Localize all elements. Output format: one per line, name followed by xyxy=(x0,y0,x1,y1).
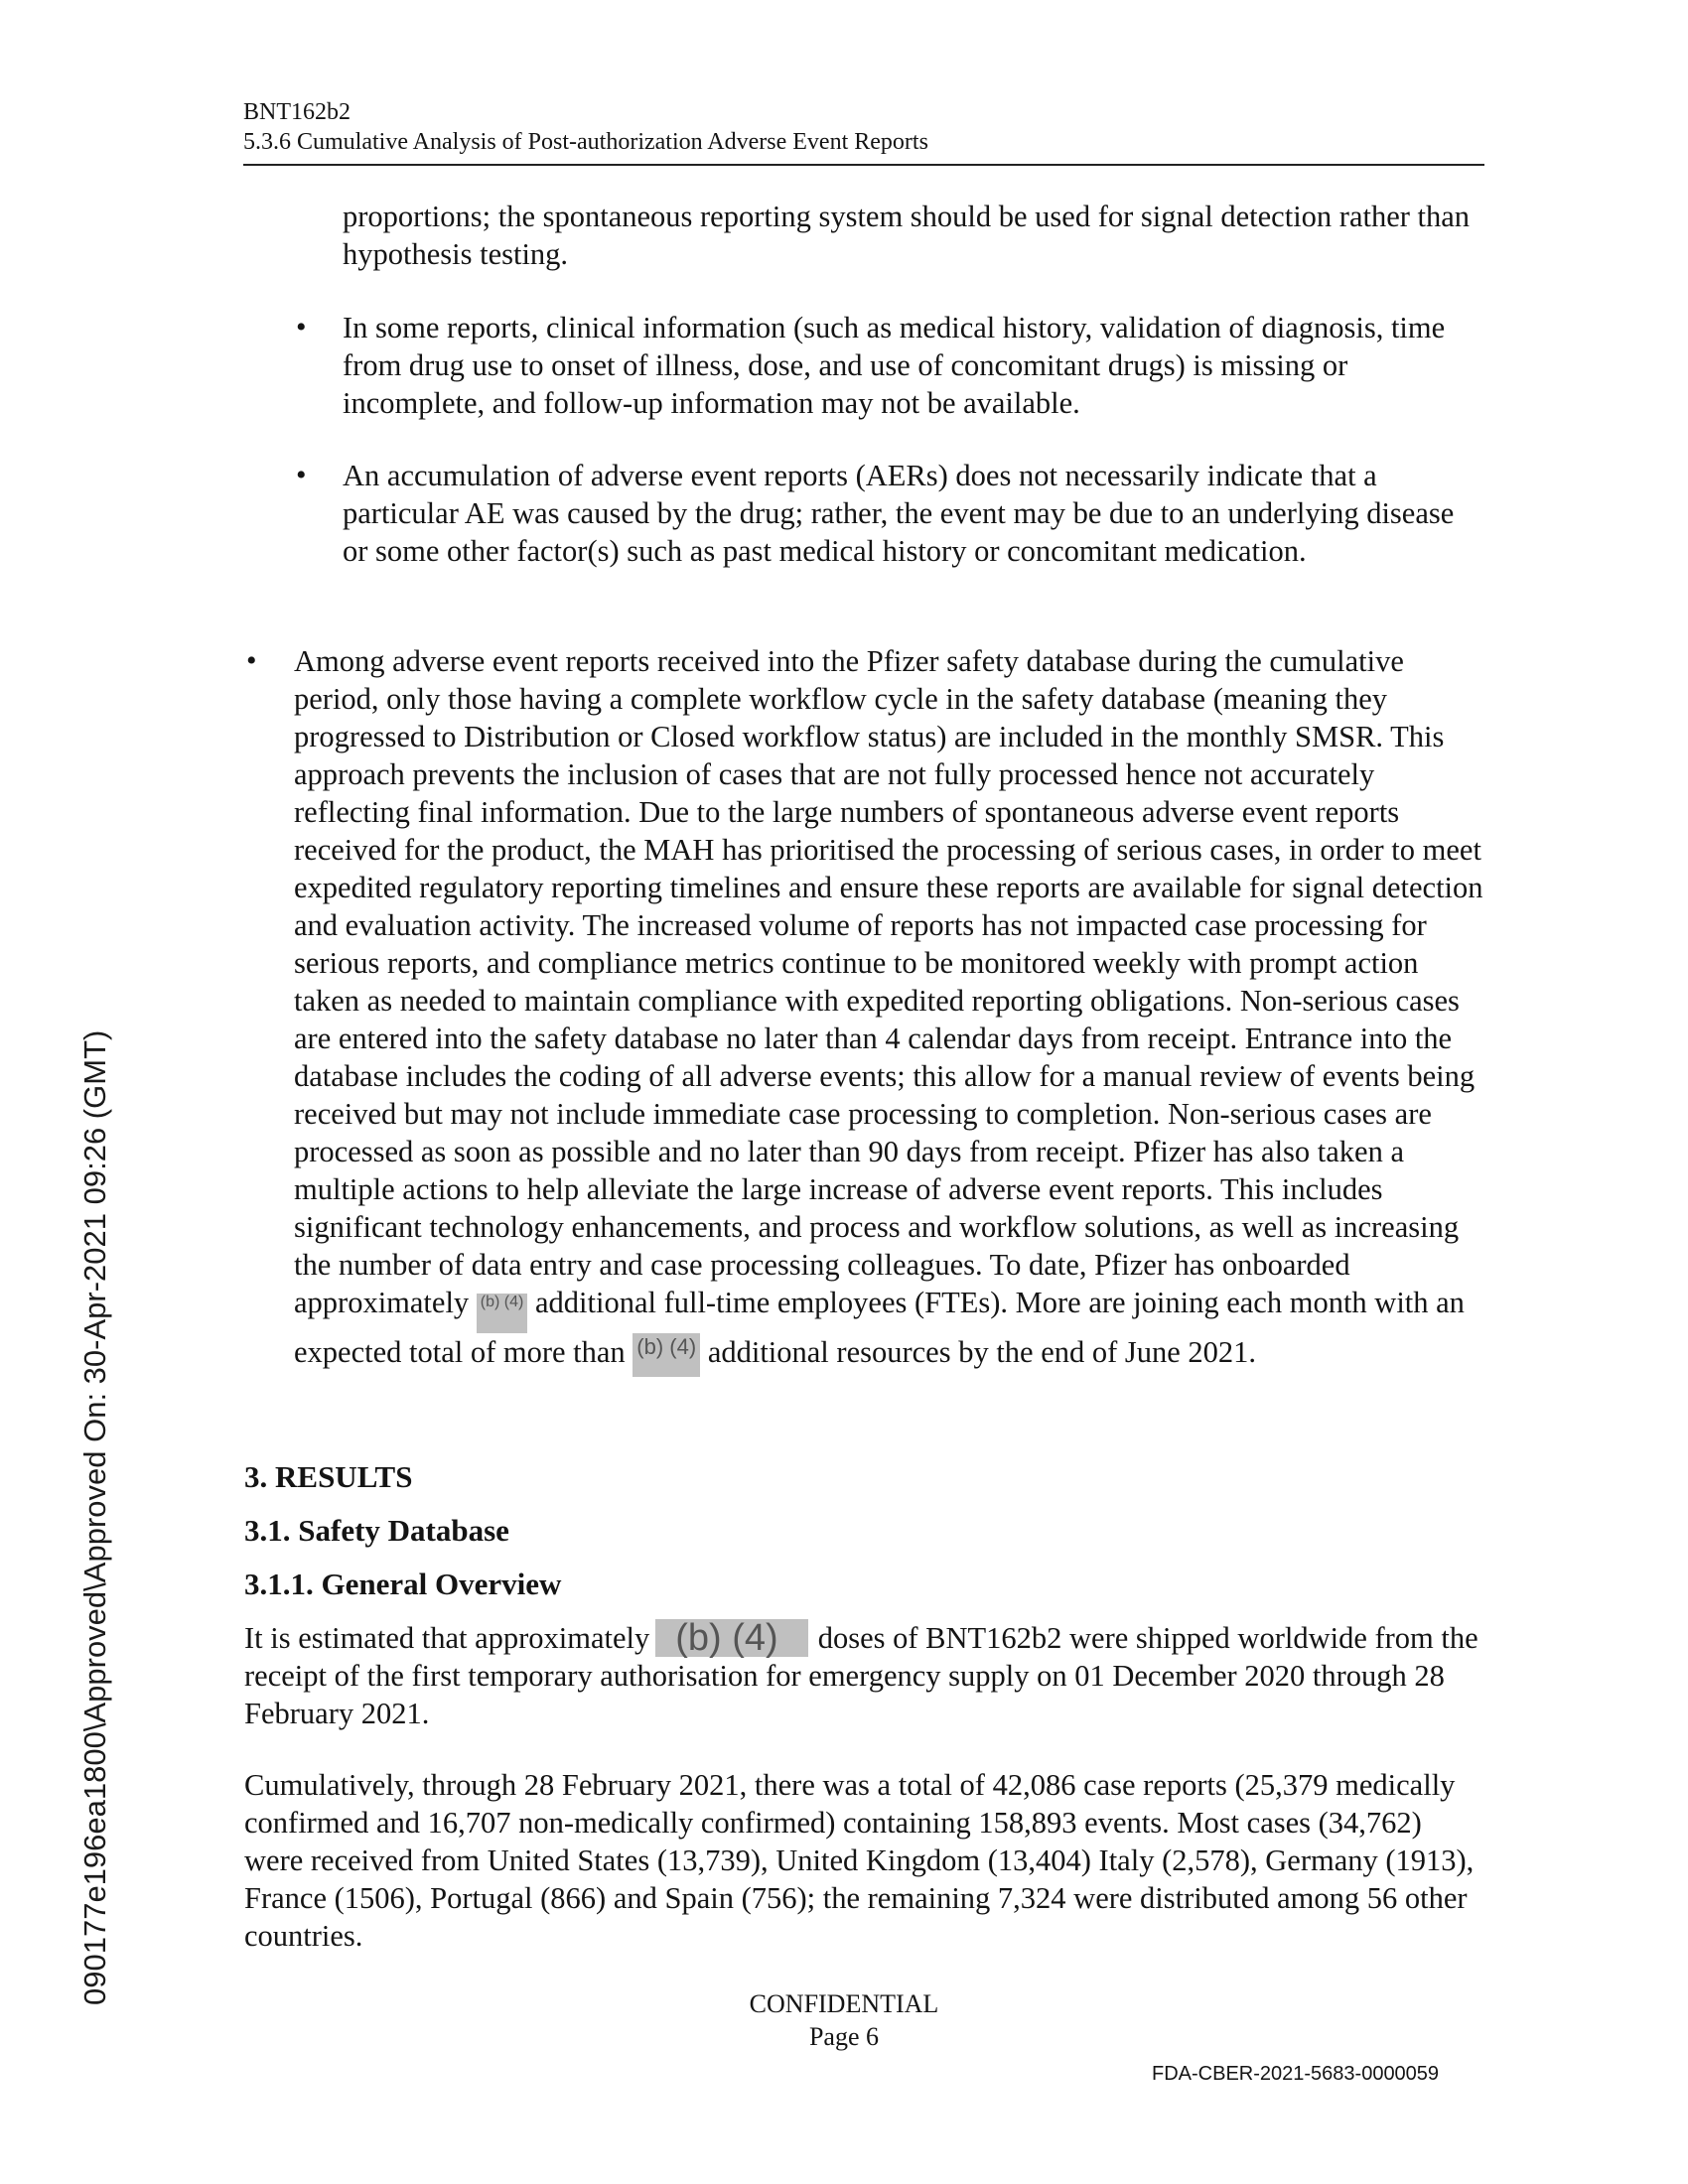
redaction-box: (b) (4) xyxy=(655,1619,807,1657)
header-section: 5.3.6 Cumulative Analysis of Post-authorization Adverse Event Reports xyxy=(243,129,928,155)
overview-doses-paragraph xyxy=(244,1619,1487,1732)
page-number: Page 6 xyxy=(808,2022,880,2051)
sub-bullet-aer-accumulation: An accumulation of adverse event reports (AERs) does not necessarily indicate that a particular AE was caused by the drug; rather, the event may be due to an underlying disease or some other factor(s) such as past medical history or concomitant medication. xyxy=(343,459,1455,568)
section-heading-safety-database: 3.1. Safety Database xyxy=(244,1513,509,1548)
overview-case-counts-paragraph: Cumulatively, through 28 February 2021, there was a total of 42,086 case reports (25,379 medically confirmed and 16,707 non-medically confirmed) containing 158,893 events. Most cases (34,762) were received from United States (13,739), United Kingdom (13,404) Italy (2,578), Germany (1913), France (1506), Portugal (866) and Spain (756); the remaining 7,324 were distributed among 56 other countries. xyxy=(244,1768,1475,1953)
workflow-text-a: Among adverse event reports received into the Pfizer safety database during the cumulative period, only those having a complete workflow cycle in the safety database (meaning they progressed to Distribution or Closed workflow status) are included in the monthly SMSR. This approach prevents the inclusion of cases that are not fully processed hence not accurately reflecting final information. Due to the large numbers of spontaneous adverse event reports received for the product, the MAH has prioritised the processing of serious cases, in order to meet expedited regulatory reporting timelines and ensure these reports are available for signal detection and evaluation activity. The increased volume of reports has not impacted case processing for serious reports, and compliance metrics continue to be monitored weekly with prompt action taken as needed to maintain compliance with expedited reporting obligations. Non-serious cases are entered into the safety database no later than 4 calendar days from receipt. Entrance into the database includes the coding of all adverse events; this allow for a manual review of events being received but may not include immediate case processing to completion. Non-serious cases are processed as soon as possible and no later than 90 days from receipt. Pfizer has also taken a multiple actions to help alleviate the large increase of adverse event reports. This includes significant technology enhancements, and process and workflow solutions, as well as increasing the number of data entry and case processing colleagues. To date, Pfizer has onboarded approximately xyxy=(294,644,1483,1319)
sub-bullet-marker: • xyxy=(296,459,307,491)
sub-bullet-missing-info: In some reports, clinical information (such as medical history, validation of diagnosis, time from drug use to onset of illness, dose, and use of concomitant drugs) is missing or incomplete, and follow-up information may not be available. xyxy=(343,311,1446,420)
workflow-paragraph xyxy=(294,642,1485,1377)
overview-text-b: doses of BNT162b2 were shipped worldwide from the receipt of the first temporary authorisation for emergency supply on 01 December 2020 through 28 February 2021. xyxy=(244,1621,1478,1730)
overview-text-a: It is estimated that approximately xyxy=(244,1621,650,1655)
approval-stamp: 090177e196ea1800\Approved\Approved On: 30-Apr-2021 09:26 (GMT) xyxy=(77,1029,112,2005)
header-product: BNT162b2 xyxy=(243,99,351,125)
document-id: FDA-CBER-2021-5683-0000059 xyxy=(1152,2063,1440,2085)
page-header xyxy=(243,97,1484,157)
workflow-text-b: additional full-time employees (FTEs). More are joining each month with an expected total of more than xyxy=(294,1286,1465,1369)
bullet-marker: • xyxy=(246,644,257,677)
header-rule xyxy=(243,164,1484,166)
redaction-box: (b) (4) xyxy=(633,1333,700,1377)
redaction-box: (b) (4) xyxy=(477,1294,528,1333)
section-heading-results: 3. RESULTS xyxy=(244,1459,413,1494)
confidential-label: CONFIDENTIAL xyxy=(749,1989,939,2018)
section-heading-general-overview: 3.1.1. General Overview xyxy=(244,1567,562,1601)
continuation-paragraph: proportions; the spontaneous reporting system should be used for signal detection rather than hypothesis testing. xyxy=(343,200,1471,271)
workflow-text-c: additional resources by the end of June 2021. xyxy=(700,1335,1257,1369)
sub-bullet-marker: • xyxy=(296,311,307,343)
